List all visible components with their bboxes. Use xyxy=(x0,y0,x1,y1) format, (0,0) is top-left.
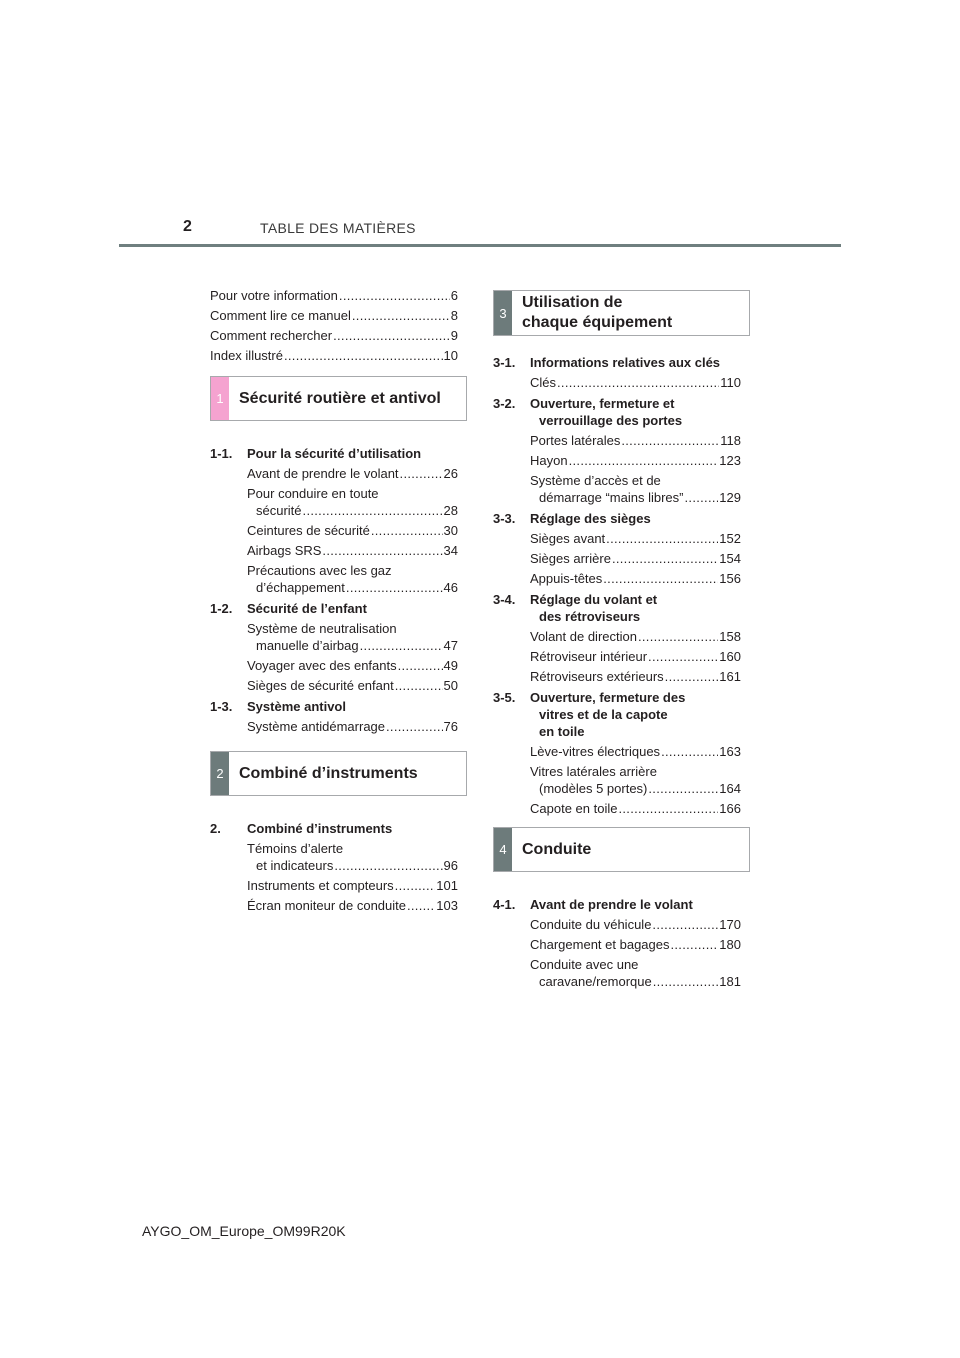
page-number: 2 xyxy=(183,218,192,235)
toc-entry-sieges-arriere[interactable]: Sièges arrière ..... 154 xyxy=(530,550,741,567)
section-1-3-heading[interactable]: 1-3. Système antivol xyxy=(210,699,346,714)
chapter-2-tab: 2 xyxy=(211,752,229,795)
toc-entry-hayon[interactable]: Hayon ..... 123 xyxy=(530,452,741,469)
toc-entry-ecran-moniteur[interactable]: Écran moniteur de conduite ..... 103 xyxy=(247,897,458,914)
chapter-4-tab: 4 xyxy=(494,828,512,871)
section-4-1-heading[interactable]: 4-1. Avant de prendre le volant xyxy=(493,897,693,912)
toc-entry-capote-en-toile[interactable]: Capote en toile ..... 166 xyxy=(530,800,741,817)
toc-entry-instruments-compteurs[interactable]: Instruments et compteurs ..... 101 xyxy=(247,877,458,894)
chapter-1-tab: 1 xyxy=(211,377,229,420)
section-1-1-heading[interactable]: 1-1. Pour la sécurité d’utilisation xyxy=(210,446,422,461)
toc-entry-systeme-antidemarrage[interactable]: Système antidémarrage ..... 76 xyxy=(247,718,458,735)
toc-entry-airbags-srs[interactable]: Airbags SRS ..... 34 xyxy=(247,542,458,559)
chapter-3-tab: 3 xyxy=(494,291,512,335)
chapter-4-header[interactable] xyxy=(493,827,750,872)
toc-entry-comment-lire[interactable]: Comment lire ce manuel ..... 8 xyxy=(210,307,458,324)
toc-entry-precautions-gaz[interactable]: Précautions avec les gaz d’échappement ..... 46 xyxy=(247,562,458,596)
document-id-footer: AYGO_OM_Europe_OM99R20K xyxy=(142,1223,346,1239)
toc-entry-appuis-tetes[interactable]: Appuis-têtes ..... 156 xyxy=(530,570,741,587)
toc-left-column xyxy=(210,287,458,917)
section-3-4-heading[interactable]: 3-4. Réglage du volant et des rétroviseurs xyxy=(493,592,658,624)
toc-entry-conduite-vehicule[interactable]: Conduite du véhicule ..... 170 xyxy=(530,916,741,933)
chapter-3-header[interactable] xyxy=(493,290,750,336)
section-2-heading[interactable]: 2. Combiné d’instruments xyxy=(210,821,393,836)
chapter-2-title: Combiné d’instruments xyxy=(239,764,418,782)
toc-entry-chargement-bagages[interactable]: Chargement et bagages ..... 180 xyxy=(530,936,741,953)
toc-entry-pour-votre-information[interactable]: Pour votre information ..... 6 xyxy=(210,287,458,304)
toc-entry-avant-de-prendre-le-volant[interactable]: Avant de prendre le volant ..... 26 xyxy=(247,465,458,482)
toc-entry-retroviseurs-exterieurs[interactable]: Rétroviseurs extérieurs ..... 161 xyxy=(530,668,741,685)
chapter-4-title: Conduite xyxy=(522,840,592,858)
chapter-3-title: Utilisation de chaque équipement xyxy=(522,294,673,331)
toc-entry-systeme-acces-demarrage[interactable]: Système d’accès et de démarrage “mains libres” ..... 129 xyxy=(530,472,741,506)
toc-entry-ceintures-de-securite[interactable]: Ceintures de sécurité ..... 30 xyxy=(247,522,458,539)
toc-entry-leve-vitres[interactable]: Lève-vitres électriques ..... 163 xyxy=(530,743,741,760)
section-3-3-heading[interactable]: 3-3. Réglage des sièges xyxy=(493,511,651,526)
toc-entry-vitres-laterales-arriere[interactable]: Vitres latérales arrière (modèles 5 portes) ..... 164 xyxy=(530,763,741,797)
toc-entry-retroviseur-interieur[interactable]: Rétroviseur intérieur ..... 160 xyxy=(530,648,741,665)
toc-right-column xyxy=(493,290,741,993)
toc-entry-temoins-alerte[interactable]: Témoins d’alerte et indicateurs ..... 96 xyxy=(247,840,458,874)
toc-entry-portes-laterales[interactable]: Portes latérales ..... 118 xyxy=(530,432,741,449)
toc-entry-cles[interactable]: Clés ..... 110 xyxy=(530,374,741,391)
section-3-1-heading[interactable]: 3-1. Informations relatives aux clés xyxy=(493,355,721,370)
toc-entry-caravane-remorque[interactable]: Conduite avec une caravane/remorque ..... 181 xyxy=(530,956,741,990)
header-divider xyxy=(119,244,841,247)
toc-entry-comment-rechercher[interactable]: Comment rechercher ..... 9 xyxy=(210,327,458,344)
toc-entry-index-illustre[interactable]: Index illustré ..... 10 xyxy=(210,347,458,364)
page-header-title: TABLE DES MATIÈRES xyxy=(260,220,416,236)
toc-entry-pour-conduire-en-toute-securite[interactable]: Pour conduire en toute sécurité ..... 28 xyxy=(247,485,458,519)
section-3-5-heading[interactable]: 3-5. Ouverture, fermeture des vitres et de la capote en toile xyxy=(493,690,686,739)
toc-entry-sieges-securite-enfant[interactable]: Sièges de sécurité enfant ..... 50 xyxy=(247,677,458,694)
section-3-2-heading[interactable]: 3-2. Ouverture, fermeture et verrouillage des portes xyxy=(493,396,683,428)
chapter-1-header[interactable] xyxy=(210,376,467,421)
toc-entry-volant-direction[interactable]: Volant de direction ..... 158 xyxy=(530,628,741,645)
chapter-1-title: Sécurité routière et antivol xyxy=(239,389,441,407)
section-1-2-heading[interactable]: 1-2. Sécurité de l’enfant xyxy=(210,601,367,616)
toc-entry-sieges-avant[interactable]: Sièges avant ..... 152 xyxy=(530,530,741,547)
chapter-2-header[interactable] xyxy=(210,751,467,796)
toc-entry-neutralisation-airbag[interactable]: Système de neutralisation manuelle d’airbag ..... 47 xyxy=(247,620,458,654)
toc-entry-voyager-avec-enfants[interactable]: Voyager avec des enfants ..... 49 xyxy=(247,657,458,674)
